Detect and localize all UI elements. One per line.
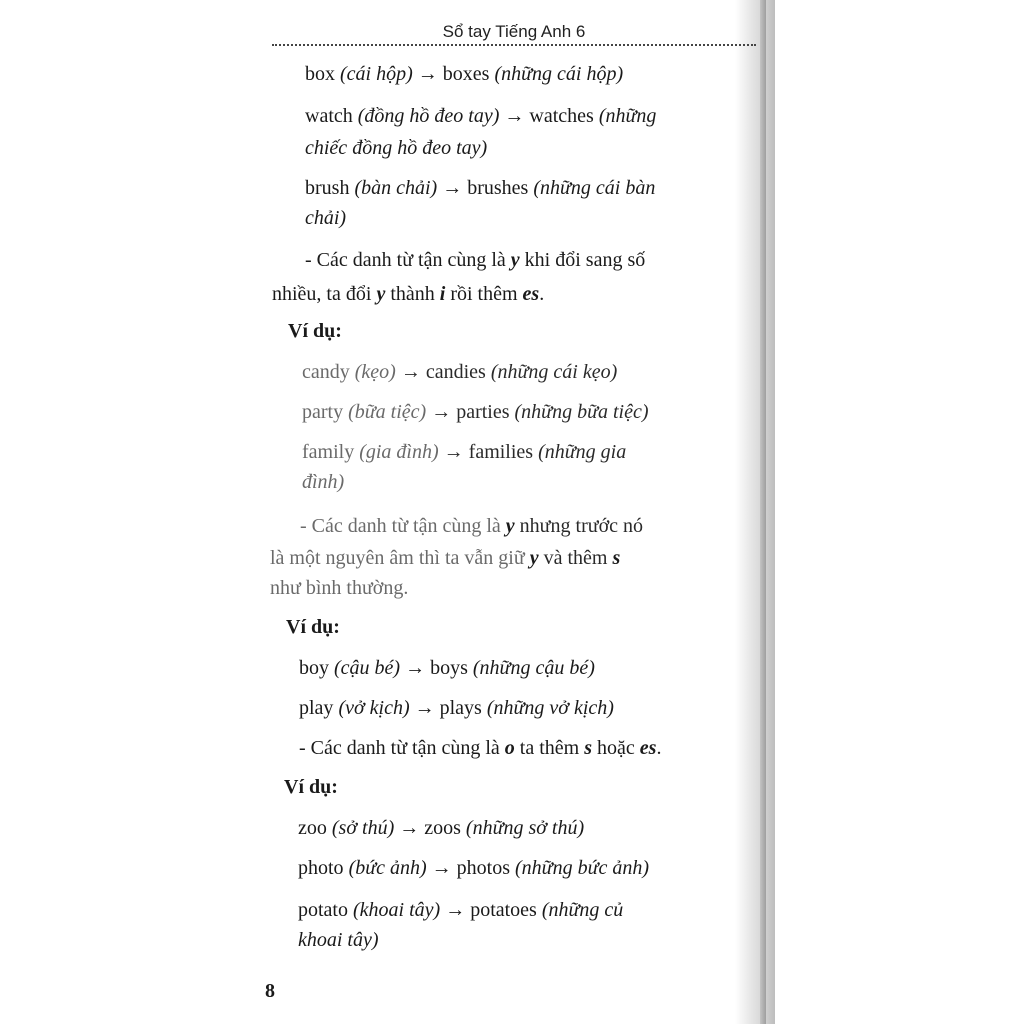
example-party: party (bữa tiệc) → parties (những bữa tiệc) xyxy=(302,401,649,423)
example-family-line1: family (gia đình) → families (những gia xyxy=(302,441,627,463)
example-zoo: zoo (sở thú) → zoos (những sở thú) xyxy=(298,817,585,839)
page-gutter-shadow xyxy=(735,0,775,1024)
rule-o-line1: - Các danh từ tận cùng là o ta thêm s hoặc es. xyxy=(299,737,662,759)
example-boy: boy (cậu bé) → boys (những cậu bé) xyxy=(299,657,595,679)
page-edge xyxy=(760,0,766,1024)
example-label-1: Ví dụ: xyxy=(288,320,342,342)
example-candy: candy (kẹo) → candies (những cái kẹo) xyxy=(302,361,618,383)
example-label-3: Ví dụ: xyxy=(284,776,338,798)
example-photo: photo (bức ảnh) → photos (những bức ảnh) xyxy=(298,857,650,879)
example-family-line2: đình) xyxy=(302,471,345,493)
rule-y-line1: - Các danh từ tận cùng là y khi đổi sang số xyxy=(305,249,646,271)
example-watch-line2: chiếc đồng hồ đeo tay) xyxy=(305,137,488,159)
example-potato-line1: potato (khoai tây) → potatoes (những củ xyxy=(298,899,624,921)
running-header: Sổ tay Tiếng Anh 6 xyxy=(442,22,586,41)
example-potato-line2: khoai tây) xyxy=(298,929,379,951)
rule-vowel-y-line1: - Các danh từ tận cùng là y nhưng trước nó xyxy=(300,515,644,537)
example-brush-line2: chải) xyxy=(305,207,347,229)
example-brush-line1: brush (bàn chải) → brushes (những cái bàn xyxy=(305,177,656,199)
rule-vowel-y-line2: là một nguyên âm thì ta vẫn giữ y và thêm s xyxy=(270,547,621,569)
rule-vowel-y-line3: như bình thường. xyxy=(270,577,409,599)
page-number: 8 xyxy=(265,980,275,1002)
example-label-2: Ví dụ: xyxy=(286,616,340,638)
example-play: play (vở kịch) → plays (những vở kịch) xyxy=(299,697,614,719)
example-box: box (cái hộp) → boxes (những cái hộp) xyxy=(305,63,624,85)
rule-y-line2: nhiều, ta đổi y thành i rồi thêm es. xyxy=(272,283,545,305)
header-dotted-rule xyxy=(272,44,756,46)
example-watch-line1: watch (đồng hồ đeo tay) → watches (những xyxy=(305,105,657,127)
